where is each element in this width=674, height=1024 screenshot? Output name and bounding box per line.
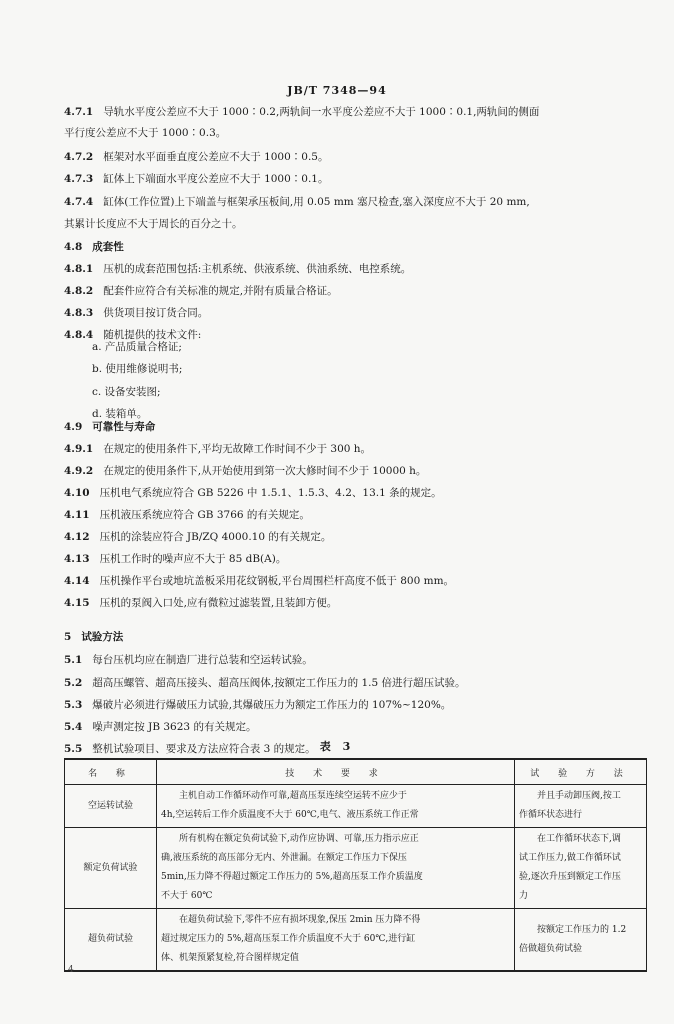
clause-4-8	[64, 236, 124, 258]
clause-4-12	[64, 526, 331, 548]
test-method	[515, 828, 647, 909]
standard-code-header: JB/T 7348—94	[287, 84, 387, 97]
clause-text: 平行度公差应不大于 1000∶0.3。	[64, 127, 227, 139]
clause-4-7-3	[64, 168, 329, 190]
clause-text: 可靠性与寿命	[92, 421, 156, 433]
header-method: 试 验 方 法	[515, 759, 647, 785]
method-line: 倍做超负荷试验	[519, 943, 583, 954]
clause-4-11	[64, 504, 310, 526]
clause-number: 5.1	[64, 654, 83, 666]
clause-4-7-1	[64, 101, 539, 123]
clause-text: 随机提供的技术文件:	[103, 329, 202, 341]
clause-number: 4.9.2	[64, 465, 94, 477]
clause-number: 4.7.1	[64, 106, 94, 118]
clause-4-8-2	[64, 280, 338, 302]
clause-number: 4.13	[64, 553, 90, 565]
clause-text: 压机电气系统应符合 GB 5226 中 1.5.1、1.5.3、4.2、13.1 条的规定。	[99, 487, 442, 499]
clause-text: 超高压螺管、超高压接头、超高压阀体,按额定工作压力的 1.5 倍进行超压试验。	[92, 677, 466, 689]
clause-number: 4.9	[64, 421, 83, 433]
requirement-line: 5min,压力降不得超过额定工作压力的 5%,超高压泵工作介质温度	[161, 872, 423, 882]
requirement-line: 不大于 60℃	[161, 891, 213, 901]
clause-number: 4.8.1	[64, 263, 94, 275]
clause-text: 噪声测定按 JB 3623 的有关规定。	[92, 721, 257, 733]
clause-4-9-2	[64, 460, 426, 482]
clause-5	[64, 626, 123, 648]
table-row	[65, 909, 647, 972]
test-method	[515, 909, 647, 972]
test-name: 超负荷试验	[65, 909, 157, 972]
doc-list-item: b. 使用维修说明书;	[92, 363, 183, 375]
doc-list-item: d. 装箱单。	[92, 408, 148, 420]
requirement-line: 主机自动工作循环动作可靠,超高压泵连续空运转不应少于	[179, 791, 407, 801]
method-line: 试工作压力,做工作循环试	[519, 853, 621, 863]
table-row	[65, 785, 647, 828]
clause-number: 4.8.2	[64, 285, 94, 297]
clause-number: 4.8.3	[64, 307, 94, 319]
clause-4-14	[64, 570, 454, 592]
clause-number: 4.10	[64, 487, 90, 499]
clause-text: 框架对水平面垂直度公差应不大于 1000∶0.5。	[103, 151, 329, 163]
clause-4-13	[64, 548, 286, 570]
clause-text: 缸体上下端面水平度公差应不大于 1000∶0.1。	[103, 173, 329, 185]
clause-text: 在规定的使用条件下,平均无故障工作时间不少于 300 h。	[103, 443, 372, 455]
requirement-line: 体、机架预紧复检,符合图样规定值	[161, 953, 299, 963]
clause-cont-5	[64, 213, 243, 235]
table-title: 表 3	[319, 740, 355, 753]
clause-text: 导轨水平度公差应不大于 1000∶0.2,两轨间一水平度公差应不大于 1000∶0.1,两轨间的侧面	[103, 106, 540, 118]
clause-4-7-4	[64, 191, 530, 213]
method-line: 在工作循环状态下,调	[537, 834, 621, 844]
requirement-line: 确,液压系统的高压部分无内、外泄漏。在额定工作压力下保压	[161, 853, 407, 863]
clause-text: 在规定的使用条件下,从开始使用到第一次大修时间不少于 10000 h。	[103, 465, 427, 477]
test-requirement	[157, 785, 515, 828]
clause-number: 5.3	[64, 699, 83, 711]
requirement-line: 所有机构在额定负荷试验下,动作应协调、可靠,压力指示应正	[179, 834, 419, 844]
clause-4-8-1	[64, 258, 411, 280]
method-line: 按额定工作压力的 1.2	[537, 924, 627, 935]
clause-number: 5.2	[64, 677, 83, 689]
clause-5-3	[64, 694, 451, 716]
clause-number: 5.5	[64, 743, 83, 755]
clause-number: 4.8.4	[64, 329, 94, 341]
clause-text: 供货项目按订货合同。	[103, 307, 209, 319]
method-line: 并且手动卸压阀,按工	[537, 791, 621, 801]
clause-number: 4.15	[64, 597, 90, 609]
table-header-row	[65, 759, 647, 785]
clause-number: 4.14	[64, 575, 90, 587]
header-name: 名 称	[65, 759, 157, 785]
clause-text: 每台压机均应在制造厂进行总装和空运转试验。	[92, 654, 313, 666]
clause-text: 配套件应符合有关标准的规定,并附有质量合格证。	[103, 285, 338, 297]
clause-text: 压机的泵阀入口处,应有微粒过滤装置,且装卸方便。	[99, 597, 338, 609]
clause-4-10	[64, 482, 442, 504]
clause-text: 爆破片必须进行爆破压力试验,其爆破压力为额定工作压力的 107%~120%。	[92, 699, 452, 711]
test-requirement	[157, 828, 515, 909]
clause-4-8-3	[64, 302, 208, 324]
clause-text: 缸体(工作位置)上下端盖与框架承压板间,用 0.05 mm 塞尺检查,塞入深度应不大于 20 mm,	[103, 196, 530, 208]
clause-text: 压机液压系统应符合 GB 3766 的有关规定。	[99, 509, 310, 521]
clause-text: 成套性	[92, 241, 124, 253]
clause-number: 4.8	[64, 241, 83, 253]
clause-text: 压机的涂装应符合 JB/ZQ 4000.10 的有关规定。	[99, 531, 332, 543]
clause-text: 试验方法	[81, 631, 124, 643]
requirement-line: 在超负荷试验下,零件不应有损坏现象,保压 2min 压力降不得	[179, 915, 421, 925]
requirement-line: 超过规定压力的 5%,超高压泵工作介质温度不大于 60℃,进行缸	[161, 934, 416, 944]
clause-number: 4.9.1	[64, 443, 94, 455]
clause-number: 4.12	[64, 531, 90, 543]
clause-number: 4.7.4	[64, 196, 94, 208]
clause-text: 其累计长度应不大于周长的百分之十。	[64, 218, 243, 230]
clause-4-15	[64, 592, 337, 614]
clause-number: 5.4	[64, 721, 83, 733]
page-number: 4	[68, 965, 74, 975]
clause-4-7-2	[64, 146, 329, 168]
clause-number: 4.11	[64, 509, 90, 521]
clause-text: 压机操作平台或地坑盖板采用花纹钢板,平台周围栏杆高度不低于 800 mm。	[99, 575, 455, 587]
test-requirement	[157, 909, 515, 972]
method-line: 力	[519, 891, 529, 901]
table-row	[65, 828, 647, 909]
test-name: 额定负荷试验	[65, 828, 157, 909]
clause-4-9-1	[64, 438, 371, 460]
doc-list-item: c. 设备安装图;	[92, 386, 161, 398]
clause-number: 4.7.3	[64, 173, 94, 185]
method-line: 作循环状态进行	[519, 810, 583, 820]
clause-number: 4.7.2	[64, 151, 94, 163]
clause-number: 5	[64, 631, 72, 643]
clause-cont-1	[64, 122, 226, 144]
test-table	[64, 758, 647, 972]
clause-text: 压机工作时的噪声应不大于 85 dB(A)。	[99, 553, 287, 565]
doc-list-item: a. 产品质量合格证;	[92, 341, 182, 353]
test-name: 空运转试验	[65, 785, 157, 828]
requirement-line: 4h,空运转后工作介质温度不大于 60℃,电气、液压系统工作正常	[161, 810, 419, 820]
clause-5-2	[64, 672, 466, 694]
clause-text: 整机试验项目、要求及方法应符合表 3 的规定。	[92, 743, 316, 755]
test-method	[515, 785, 647, 828]
clause-5-1	[64, 649, 313, 671]
clause-text: 压机的成套范围包括:主机系统、供液系统、供油系统、电控系统。	[103, 263, 412, 275]
header-requirement: 技 术 要 求	[157, 759, 515, 785]
clause-5-4	[64, 716, 256, 738]
method-line: 验,逐次升压到额定工作压	[519, 872, 621, 882]
